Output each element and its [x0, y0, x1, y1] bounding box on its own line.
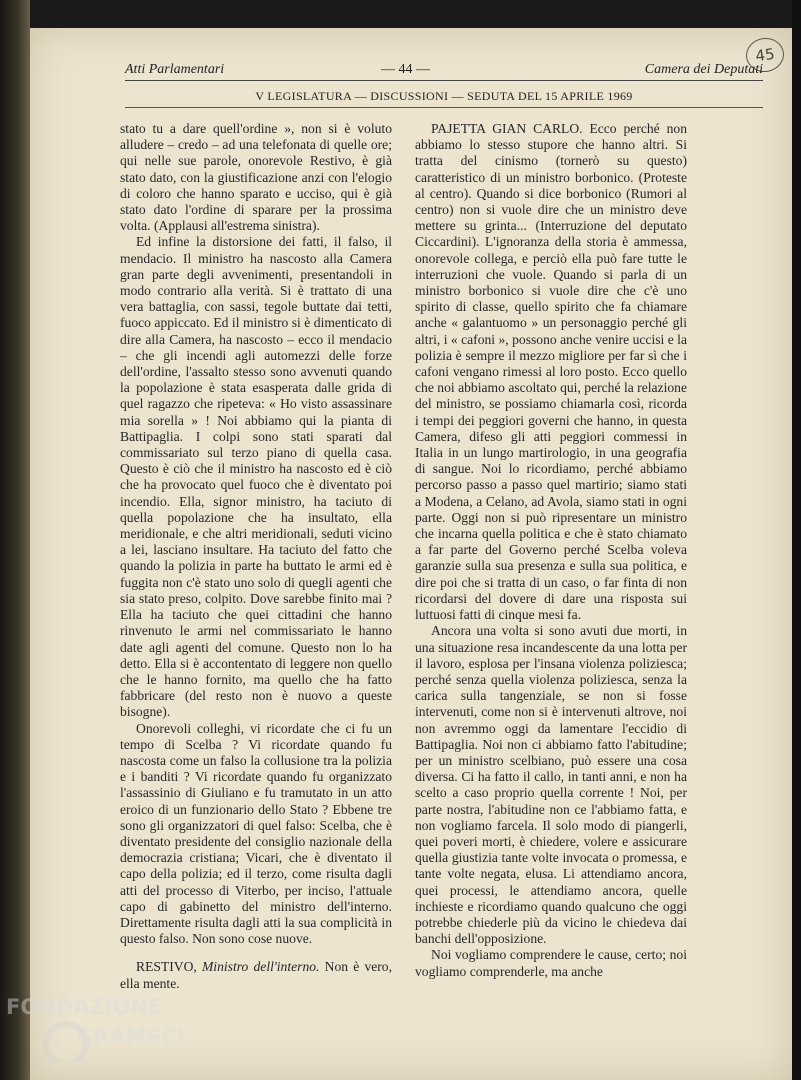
left-paragraph-3: Onorevoli colleghi, vi ricordate che ci fu un tempo di Scelba ? Vi ricordate quando fu nascosta come un falso la collusione tra la polizia e i banditi ? Vi ricordate quando fu organizzato l'assassinio di Giuliano e fu tramutato in un atto eroico di un funzionario dello Stato ? Ebbene tre sono gli organizzatori di quel falso: Scelba, che è diventato presidente del consiglio nazionale della democrazia cristiana; Vicari, che è diventato il capo della polizia; ed il terzo, come risulta dagli atti del processo di Viterbo, per inciso, l'attuale capo di gabinetto del ministro dell'interno. Direttamente risulta dagli atti la sua complicità in questo falso. Non sono cose nuove.	[120, 720, 392, 947]
left-column	[120, 121, 392, 992]
pajetta-speech: Ecco perché non abbiamo lo stesso stupore che hanno altri. Si tratta del cinismo (tornerò su questo) caratteristico di un ministro borbonico. (Proteste al centro). Quando si dice borbonico (Rumori al centro) non si vuole dire che un ministro deve mettere su grinta... (Interruzione del deputato Ciccardini). L'ignoranza della storia è ammessa, onorevole collega, e perciò ella può fare tutte le interruzioni che vuole. Quando si parla di un ministro borbonico si vuole dire che c'è uno spirito di classe, quello spirito che fa chiamare anche « galantuomo » un personaggio perché gli altri, i « cafoni », possono anche venire uccisi e la polizia è sempre il mezzo migliore per far sì che i cafoni vengano rimessi al loro posto. Ecco quello che noi abbiamo ascoltato qui, perché la relazione del ministro, se possiamo chiamarla così, ricorda i tempi dei peggiori governi che hanno, in questa Camera, difeso gli atti peggiori commessi in Italia in un lungo martirologio, in una geografia di sangue. Noi lo ricordiamo, perché abbiamo percorso passo a passo quel martirio; siamo stati a Modena, a Celano, ad Avola, siamo stati in ogni parte. Oggi non si può ripresentare un ministro che incarna quella politica e che è stato chiamato a far parte del Governo perché Scelba voleva garanzie sulla sua presenza e sulla sua politica, e dire poi che si tratta di un caso, o far finta di non ricordarsi del dovere di dare una risposta sui luttuosi fatti di cinque mesi fa.	[415, 121, 687, 623]
speaker-pajetta: PAJETTA GIAN CARLO.	[431, 121, 583, 136]
header-left: Atti Parlamentari	[125, 62, 225, 77]
session-subheader: V LEGISLATURA — DISCUSSIONI — SEDUTA DEL 15 APRILE 1969	[255, 89, 633, 103]
speaker-restivo: RESTIVO,	[136, 959, 197, 975]
watermark-line1: FONDAZIONE	[6, 995, 163, 1019]
right-column	[415, 121, 687, 980]
header-rule	[125, 80, 763, 81]
fondazione-gramsci-watermark	[6, 992, 206, 1062]
scan-binding-edge	[0, 0, 30, 1080]
header-right: Camera dei Deputati	[644, 62, 763, 77]
left-paragraph-1: stato tu a dare quell'ordine », non si è voluto alludere – credo – ad una telefonata di quelle ore; qui nelle sue parole, onorevole Restivo, è già stato dato, con la giustificazione anzi con l'elogio di coloro che hanno sparato e ucciso, qui è già stato dato l'ordine di sparare per la prossima volta. (Applausi all'estrema sinistra).	[120, 121, 392, 234]
right-paragraph-1	[415, 121, 687, 623]
right-paragraph-3: Noi vogliamo comprendere le cause, certo; noi vogliamo comprenderle, ma anche	[415, 947, 687, 979]
watermark-line2: GRAMSCI	[76, 1025, 185, 1049]
subheader-rule	[125, 107, 763, 108]
right-paragraph-2: Ancora una volta si sono avuti due morti, in una situazione resa incandescente da una lotta per il lavoro, esplosa per l'insana violenza poliziesca; perché senza quella violenza poliziesca, senza la carica sulla tangenziale, se non si fosse intervenuti, come non si è intervenuti altrove, noi non avremmo oggi da lamentare l'eccidio di Battipaglia. Noi non ci abbiamo fatto l'abitudine; per un ministro scelbiano, può essere una cosa diversa. Ci ha fatto il callo, in tanti anni, e non ha scelto a caso proprio quella corrente ! Noi, per parte nostra, l'abitudine non ce l'abbiamo fatta, e non vogliamo farcela. Il solo modo di piangerli, quei poveri morti, è chiedere, volere e assicurare quella giustizia tante volte invocata o promessa, e tante volte negata, elusa. Li attendiamo ancora, quei processi, le attendiamo ancora, quelle inchieste e ricordiamo quando qualcuno che oggi potrebbe chiederle più da vicino le chiedeva dai banchi dell'opposizione.	[415, 623, 687, 947]
speaker-role: Ministro dell'interno.	[201, 959, 320, 975]
page-number-stamp: 45	[744, 36, 786, 75]
left-paragraph-2: Ed infine la distorsione dei fatti, il falso, il mendacio. Il ministro ha nascosto alla Camera gran parte degli avvenimenti, presentandoli in modo contrario alla verità. Si è trattato di una vera battaglia, con sassi, tegole buttate dai tetti, fuoco appiccato. Ed il ministro si è dimenticato di dire alla Camera, ha nascosto – ecco il mendacio – che gli incendi agli automezzi delle forze dell'ordine, l'assalto stesso sono avvenuti quando la popolazione è stata esasperata dalle grida di quel ragazzo che ripeteva: « Ho visto assassinare mia sorella » ! Noi abbiamo qui la pianta di Battipaglia. I colpi sono stati sparati dal commissariato sul terzo piano di quella casa. Questo è ciò che il ministro ha nascosto ed è ciò che ha provocato quel fuoco che è diventato poi incendio. Ella, signor ministro, ha taciuto di quella popolazione che ha insultato, ella meridionale, e che altri meridionali, seduti vicino a lei, lasciano insultare. Ha taciuto del fatto che quando la polizia in parte ha buttato le armi ed è fuggita non c'è stato uno solo di quegli agenti che sia stato preso, colpito. Dove sarebbe finito mai ? Ella ha taciuto che quei cittadini che hanno rinvenuto le armi nel commissariato le hanno date agli agenti del comune. Questo non lo ha detto. Ella si è accontentato di leggere non quello che le hanno fornito, ma quello che ha fatto fabbricare (del resto non è nuovo a queste bisogne).	[120, 234, 392, 720]
restivo-remark: Non è vero, ella mente.	[120, 959, 392, 991]
left-paragraph-4	[120, 959, 392, 991]
page-number: — 44 —	[381, 62, 430, 77]
scan-right-edge	[792, 0, 801, 1080]
